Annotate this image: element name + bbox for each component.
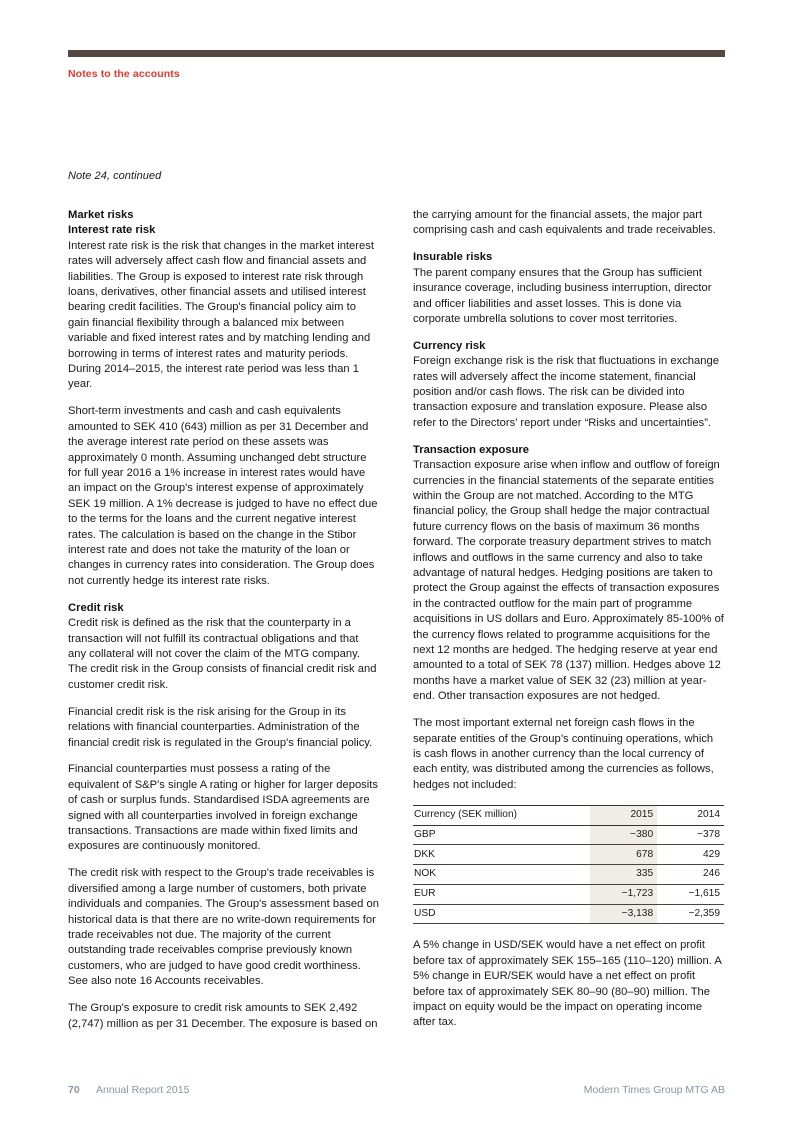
table-header [413, 805, 724, 825]
table-body [413, 825, 724, 924]
table-row [413, 845, 724, 865]
paragraph-credit-risk-4: The credit risk with respect to the Group's trade receivables is diversified among a large number of customers, both private individuals and companies. The Group's assessment based on historical data is that there are no write-down requirements for trade receivables not due. The majority of the current outstanding trade receivables comprise previously known customers, who are judged to have good credit worthiness. See also note 16 Accounts receivables. [68, 867, 379, 988]
heading-credit-risk: Credit risk [68, 601, 124, 614]
footer-company-name: Modern Times Group MTG AB [583, 1084, 725, 1096]
cell-2015: 678 [590, 845, 657, 865]
table-row [413, 884, 724, 904]
paragraph-credit-risk-3: Financial counterparties must possess a rating of the equivalent of S&P's single A rating or higher for larger deposits of cash or surplus funds. Standardised ISDA agreements are signed with all counterparties involved in foreign exchange transactions. Transactions are made within fixed limits and exposures are continuously monitored. [68, 763, 378, 853]
cell-2015: −3,138 [590, 904, 657, 924]
paragraph-interest-rate-2: Short-term investments and cash and cash equivalents amounted to SEK 410 (643) million as per 31 December and the average interest rate period on these assets was approximately 0 month. Assuming unchanged debt structure for full year 2016 a 1% increase in interest rates would have an impact on the Group's interest expense of approximately SEK 19 million. A 1% decrease is judged to have no effect due to the terms for the loans and the current negative interest rates. The calculation is based on the change in the Stibor interest rate and does not take the maturity of the loan or changes in currency rates into consideration. The Group does not currently hedge its interest rate risks. [68, 405, 378, 587]
footer-report-title: Annual Report 2015 [96, 1084, 190, 1096]
paragraph-after-table: A 5% change in USD/SEK would have a net effect on profit before tax of approximately SEK 155–165 (110–120) million. A 5% change in EUR/SEK would have a net effect on profit before tax of approximately SEK 80–90 (80–90) million. The impact on equity would be the impact on operating income after tax. [413, 939, 722, 1029]
heading-transaction-exposure: Transaction exposure [413, 443, 530, 456]
cell-currency: EUR [413, 884, 590, 904]
footer-page-number: 70 [68, 1084, 80, 1096]
cell-currency: USD [413, 904, 590, 924]
right-column [413, 208, 724, 1032]
column-header-currency: Currency (SEK million) [413, 805, 590, 825]
currency-exposure-table [413, 805, 724, 925]
heading-currency-risk: Currency risk [413, 339, 486, 352]
heading-market-risks: Market risks [68, 209, 134, 221]
paragraph-continuation: the carrying amount for the financial assets, the major part comprising cash and cash equivalents and trade receivables. [413, 209, 716, 237]
cell-currency: DKK [413, 845, 590, 865]
table-row [413, 904, 724, 924]
table-row [413, 865, 724, 885]
column-header-2015: 2015 [590, 805, 657, 825]
heading-interest-rate-risk: Interest rate risk [68, 224, 156, 237]
paragraph-transaction-exposure-1: Transaction exposure arise when inflow and outflow of foreign currencies in the financial statements of the separate entities within the Group are not matched. According to the MTG financial policy, the Group shall hedge the major contractual future currency flows on the basis of maximum 36 months forward. The corporate treasury department strives to match inflows and outflows in the same currency and also to take advantage of natural hedges. Hedging positions are taken to protect the Group against the effects of transaction exposures in the contracted outflow for the main part of programme acquisitions in US dollars and Euro. Approximately 85-100% of the currency flows related to programme acquisitions for the next 12 months are hedged. The hedging reserve at year end amounted to a total of SEK 78 (137) million. Hedges above 12 months have a market value of SEK 32 (23) million at year-end. Other transaction exposures are not hedged. [413, 459, 724, 703]
section-kicker: Notes to the accounts [68, 68, 180, 80]
cell-currency: NOK [413, 865, 590, 885]
paragraph-credit-risk-5: The Group's exposure to credit risk amounts to SEK 2,492 (2,747) million as per 31 December. The exposure is based on [68, 1002, 378, 1030]
page-footer [0, 1084, 800, 1104]
heading-insurable-risks: Insurable risks [413, 251, 493, 264]
paragraph-insurable-risks: The parent company ensures that the Group has sufficient insurance coverage, including business interruption, director and officer liabilities and asset losses. This is done via corporate umbrella solutions to cover most territories. [413, 266, 712, 325]
two-column-body [68, 208, 725, 1032]
cell-currency: GBP [413, 825, 590, 845]
left-column [68, 208, 379, 1032]
cell-2015: −1,723 [590, 884, 657, 904]
header-rule [68, 50, 725, 57]
paragraph-credit-risk-1: Credit risk is defined as the risk that the counterparty in a transaction will not fulfill its contractual obligations and that any collateral will not cover the claim of the MTG company. The credit risk in the Group consists of financial credit risk and customer credit risk. [68, 617, 377, 691]
cell-2014: 246 [657, 865, 724, 885]
cell-2014: −378 [657, 825, 724, 845]
cell-2014: 429 [657, 845, 724, 865]
paragraph-currency-risk: Foreign exchange risk is the risk that fluctuations in exchange rates will adversely affect the income statement, financial position and/or cash flows. The risk can be divided into transaction exposure and translation exposure. Please also refer to the Directors’ report under “Risks and uncertainties”. [413, 355, 719, 429]
table-row [413, 825, 724, 845]
note-continued-label: Note 24, continued [68, 170, 162, 182]
cell-2015: −380 [590, 825, 657, 845]
cell-2015: 335 [590, 865, 657, 885]
paragraph-credit-risk-2: Financial credit risk is the risk arising for the Group in its relations with financial counterparties. Administration of the financial credit risk is regulated in the Group's financial policy. [68, 705, 373, 749]
paragraph-transaction-exposure-2: The most important external net foreign cash flows in the separate entities of the Group’s continuing operations, which is cash flows in another currency than the local currency of each entity, was distributed among the currencies as follows, hedges not included: [413, 717, 714, 791]
cell-2014: −1,615 [657, 884, 724, 904]
cell-2014: −2,359 [657, 904, 724, 924]
column-header-2014: 2014 [657, 805, 724, 825]
table-header-row [413, 805, 724, 825]
paragraph-interest-rate-1: Interest rate risk is the risk that changes in the market interest rates will adversely affect cash flow and financial assets and liabilities. The Group is exposed to interest rate risk through loans, derivatives, other financial assets and utilised interest bearing credit facilities. The Group's financial policy aim to gain financial flexibility through a balanced mix between variable and fixed interest rates and by matching lending and borrowing in terms of interest rates and maturity periods. During 2014–2015, the interest rate period was less than 1 year. [68, 239, 374, 391]
